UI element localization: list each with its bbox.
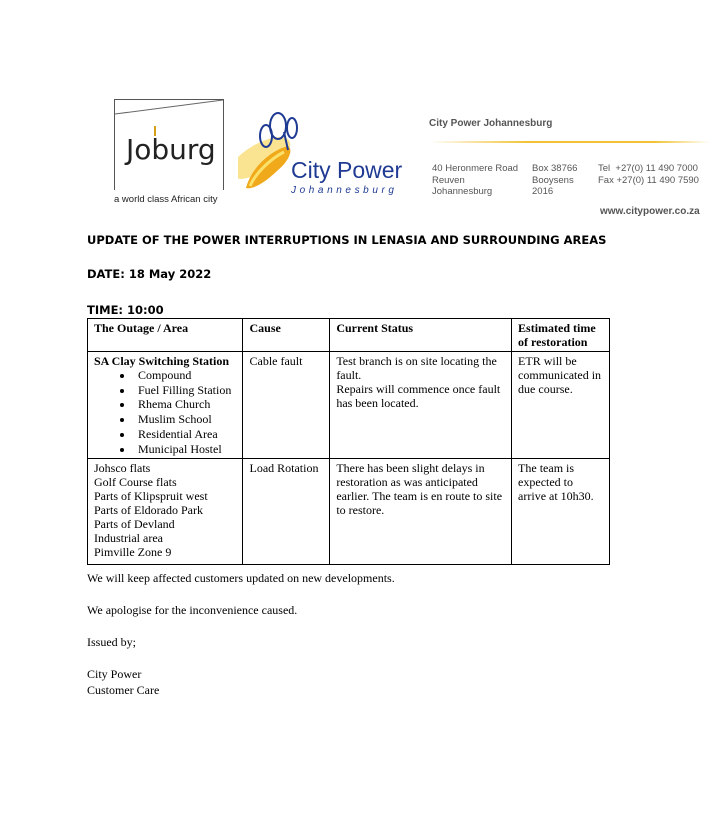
letterhead-divider <box>429 141 710 143</box>
signatory-dept: Customer Care <box>87 683 160 697</box>
area-line: Parts of Klipspruit west <box>94 489 208 504</box>
list-item: • Municipal Hostel <box>134 442 236 457</box>
list-item: • Residential Area <box>134 427 236 442</box>
document-time: TIME: 10:00 <box>87 303 164 317</box>
fax: Fax +27(0) 11 490 7590 <box>598 174 699 186</box>
etr-cell: The team is expected to arrive at 10h30. <box>512 459 610 565</box>
issued-by-label: Issued by; <box>87 635 136 649</box>
postbox-line: 2016 <box>532 186 554 197</box>
letterhead-contact <box>598 163 699 186</box>
area-cell <box>88 459 243 565</box>
document-title: UPDATE OF THE POWER INTERRUPTIONS IN LENASIA AND SURROUNDING AREAS <box>87 233 607 247</box>
area-line: Parts of Eldorado Park <box>94 503 203 518</box>
citypower-logo-subtitle: Johannesburg <box>291 185 398 196</box>
letterhead-address <box>432 163 518 198</box>
list-item: • Compound <box>134 368 236 383</box>
apology-note: We apologise for the inconvenience caused. <box>87 603 298 617</box>
update-note: We will keep affected customers updated on new developments. <box>87 571 395 585</box>
etr-cell: ETR will be communicated in due course. <box>512 352 610 459</box>
address-line: Reuven <box>432 174 465 186</box>
area-title: SA Clay Switching Station <box>94 354 230 368</box>
postbox-line: Box 38766 <box>532 163 578 174</box>
area-line: Johsco flats <box>94 461 151 476</box>
area-line: Industrial area <box>94 531 163 546</box>
header-outage-area: The Outage / Area <box>88 319 243 352</box>
area-list <box>94 368 236 456</box>
outage-table <box>87 318 610 565</box>
list-item: • Muslim School <box>134 412 236 427</box>
status-line: There has been slight delays in restoration as was anticipated earlier. The team is en route to site to restore. <box>336 461 503 518</box>
table-row <box>88 352 610 459</box>
cause-cell: Load Rotation <box>243 459 330 565</box>
table-header-row <box>88 319 610 352</box>
telephone: Tel +27(0) 11 490 7000 <box>598 163 698 174</box>
status-line: Repairs will commence once fault has been located. <box>336 382 501 410</box>
postbox-line: Booysens <box>532 174 574 186</box>
status-cell <box>330 459 512 565</box>
area-line: Pimville Zone 9 <box>94 545 172 560</box>
citypower-logo-text: City Power <box>291 157 403 183</box>
list-item: • Rhema Church <box>134 397 236 412</box>
letterhead-org-name: City Power Johannesburg <box>429 118 553 129</box>
status-line: Test branch is on site locating the fault. <box>336 354 497 382</box>
address-line: 40 Heronmere Road <box>432 163 519 174</box>
signatory-org: City Power <box>87 667 142 681</box>
area-line: Parts of Devland <box>94 517 175 532</box>
letterhead-postbox <box>532 163 577 198</box>
citypower-dragonfly-icon <box>238 106 298 202</box>
header-cause: Cause <box>243 319 330 352</box>
status-cell <box>330 352 512 459</box>
area-line: Golf Course flats <box>94 475 177 490</box>
joburg-logo-text: Joburg <box>126 133 216 166</box>
document-date: DATE: 18 May 2022 <box>87 267 212 281</box>
address-line: Johannesburg <box>432 186 493 197</box>
list-item: • Fuel Filling Station <box>134 383 236 398</box>
header-estimated-restoration: Estimated time of restoration <box>512 319 610 352</box>
table-row <box>88 459 610 565</box>
header-current-status: Current Status <box>330 319 512 352</box>
letterhead-website: www.citypower.co.za <box>600 206 700 217</box>
area-cell <box>88 352 243 459</box>
joburg-tagline: a world class African city <box>114 194 218 205</box>
cause-cell: Cable fault <box>243 352 330 459</box>
